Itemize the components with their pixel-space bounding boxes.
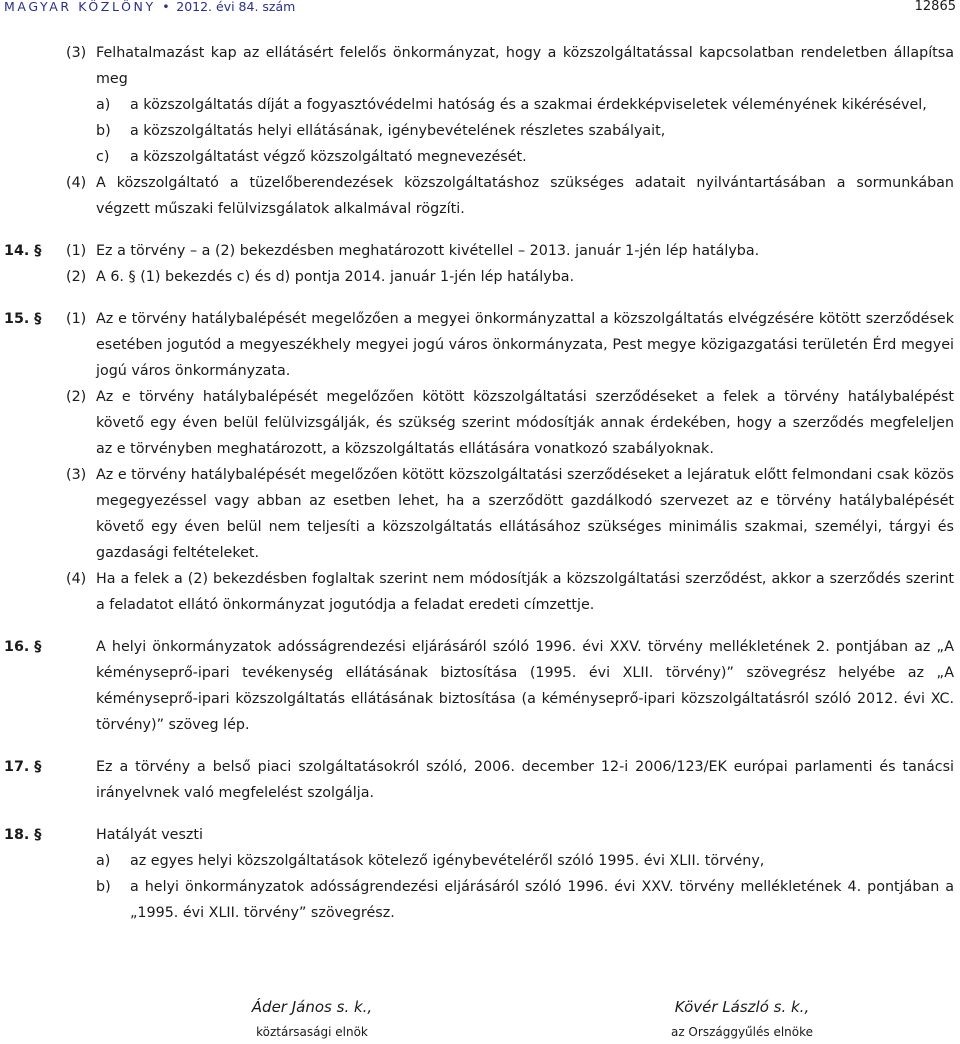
paragraph-text: Hatályát veszti xyxy=(96,827,204,843)
section-number: 16. § xyxy=(4,639,42,655)
paragraph-text: Az e törvény hatálybalépését megelőzően kötött közszolgáltatási szerződéseket a lejáratuk előtt felmondani csak közös megegyezéssel vagy abban az esetben lehet, ha a szerződött gazdálkodó szervezet az e törvény hatálybalépését követő egy éven belül nem teljesíti a közszolgáltatás ellátásához szükséges minimális szakmai, személyi, tárgyi és gazdasági feltételeket. xyxy=(96,467,954,561)
header-bullet: • xyxy=(162,0,170,14)
paragraph-text: Felhatalmazást kap az ellátásért felelős önkormányzat, hogy a közszolgáltatással kapcsolatban rendeletben állapítsa meg xyxy=(96,45,954,87)
paragraph-3 xyxy=(0,40,960,92)
paragraph-number: (3) xyxy=(66,467,87,483)
item-letter: c) xyxy=(96,149,110,165)
signature-speaker xyxy=(632,996,852,1042)
journal-name: MAGYAR KÖZLÖNY xyxy=(4,0,156,14)
paragraph-4 xyxy=(0,566,960,618)
item-text: a közszolgáltatást végző közszolgáltató megnevezését. xyxy=(130,149,527,165)
paragraph-2 xyxy=(0,264,960,290)
paragraph-number: (2) xyxy=(66,389,87,405)
section-15 xyxy=(0,306,960,618)
paragraph-text: A helyi önkormányzatok adósságrendezési eljárásáról szóló 1996. évi XXV. törvény mellékletének 2. pontjában az „A kéményseprő-ipari tevékenység ellátásának biztosítása (1995. évi XLII. törvény)” szövegrész helyébe az „A kéményseprő-ipari közszolgáltatás ellátásának biztosítása (a kéményseprő-ipari közszolgáltatásról szóló 2012. évi XC. törvény)” szöveg lép. xyxy=(96,639,954,733)
signer-title: köztársasági elnök xyxy=(256,1025,368,1039)
issue-label: 2012. évi 84. szám xyxy=(176,0,296,14)
paragraph-number: (1) xyxy=(66,243,87,259)
item-text: az egyes helyi közszolgáltatások kötelező igénybevételéről szóló 1995. évi XLII. törvény, xyxy=(130,853,765,869)
paragraph-number: (4) xyxy=(66,571,87,587)
running-header xyxy=(4,0,956,16)
item-text: a közszolgáltatás díját a fogyasztóvédelmi hatóság és a szakmai érdekképviseletek véleményének kikérésével, xyxy=(130,97,927,113)
paragraph-3 xyxy=(0,462,960,566)
section-text xyxy=(0,754,960,806)
paragraph-2 xyxy=(0,384,960,462)
paragraph-number: (4) xyxy=(66,175,87,191)
paragraph-1 xyxy=(0,306,960,384)
paragraph-number: (3) xyxy=(66,45,87,61)
section-text xyxy=(0,634,960,738)
paragraph-text: Az e törvény hatálybalépését megelőzően kötött közszolgáltatási szerződéseket a felek a törvény hatálybalépést követő egy éven belül felülvizsgálják, és szükség szerint módosítják annak érdekében, hogy a szerződés megfeleljen az e törvényben meghatározott, a közszolgáltatás ellátására vonatkozó szabályoknak. xyxy=(96,389,954,457)
section-17 xyxy=(0,754,960,806)
list-item-b xyxy=(0,874,960,926)
section-number: 14. § xyxy=(4,243,42,259)
section-18 xyxy=(0,822,960,926)
paragraph-text: Ez a törvény a belső piaci szolgáltatásokról szóló, 2006. december 12-i 2006/123/EK európai parlamenti és tanácsi irányelvnek való megfelelést szolgálja. xyxy=(96,759,954,801)
signer-title: az Országgyűlés elnöke xyxy=(670,1025,814,1039)
document-body xyxy=(0,40,960,926)
section-text xyxy=(0,822,960,848)
paragraph-1 xyxy=(0,238,960,264)
signer-name: Áder János s. k., xyxy=(251,998,373,1016)
section-16 xyxy=(0,634,960,738)
item-letter: a) xyxy=(96,97,111,113)
signer-name: Kövér László s. k., xyxy=(674,998,810,1016)
list-item-a xyxy=(0,92,960,118)
page-number: 12865 xyxy=(914,0,956,14)
section-number: 15. § xyxy=(4,311,42,327)
paragraph-text: A közszolgáltató a tüzelőberendezések közszolgáltatáshoz szükséges adatait nyilvántartásában a sormunkában végzett műszaki felülvizsgálatok alkalmával rögzíti. xyxy=(96,175,954,217)
paragraph-text: Ez a törvény – a (2) bekezdésben meghatározott kivétellel – 2013. január 1-jén lép hatályba. xyxy=(96,243,760,259)
paragraph-text: Ha a felek a (2) bekezdésben foglaltak szerint nem módosítják a közszolgáltatási szerződést, akkor a szerződés szerint a feladatot ellátó önkormányzat jogutódja a feladat eredeti címzettje. xyxy=(96,571,954,613)
item-letter: a) xyxy=(96,853,111,869)
item-text: a közszolgáltatás helyi ellátásának, igénybevételének részletes szabályait, xyxy=(130,123,666,139)
signature-president xyxy=(202,996,422,1042)
section-number: 18. § xyxy=(4,827,42,843)
item-letter: b) xyxy=(96,879,111,895)
section-14 xyxy=(0,238,960,290)
paragraph-text: Az e törvény hatálybalépését megelőzően a megyei önkormányzattal a közszolgáltatás elvégzésére kötött szerződések esetében jogutód a megyeszékhely megyei jogú város önkormányzata, Pest megye közigazgatási területén Érd megyei jogú város önkormányzata. xyxy=(96,311,954,379)
section-number: 17. § xyxy=(4,759,42,775)
list-item-a xyxy=(0,848,960,874)
paragraph-4 xyxy=(0,170,960,222)
paragraph-number: (1) xyxy=(66,311,87,327)
journal-header xyxy=(4,0,295,14)
list-item-c xyxy=(0,144,960,170)
item-text: a helyi önkormányzatok adósságrendezési eljárásáról szóló 1996. évi XXV. törvény mellékletének 4. pontjában a „1995. évi XLII. törvény” szövegrész. xyxy=(130,879,954,921)
paragraph-number: (2) xyxy=(66,269,87,285)
signature-block xyxy=(0,996,960,1044)
list-item-b xyxy=(0,118,960,144)
item-letter: b) xyxy=(96,123,111,139)
paragraph-text: A 6. § (1) bekezdés c) és d) pontja 2014. január 1-jén lép hatályba. xyxy=(96,269,575,285)
